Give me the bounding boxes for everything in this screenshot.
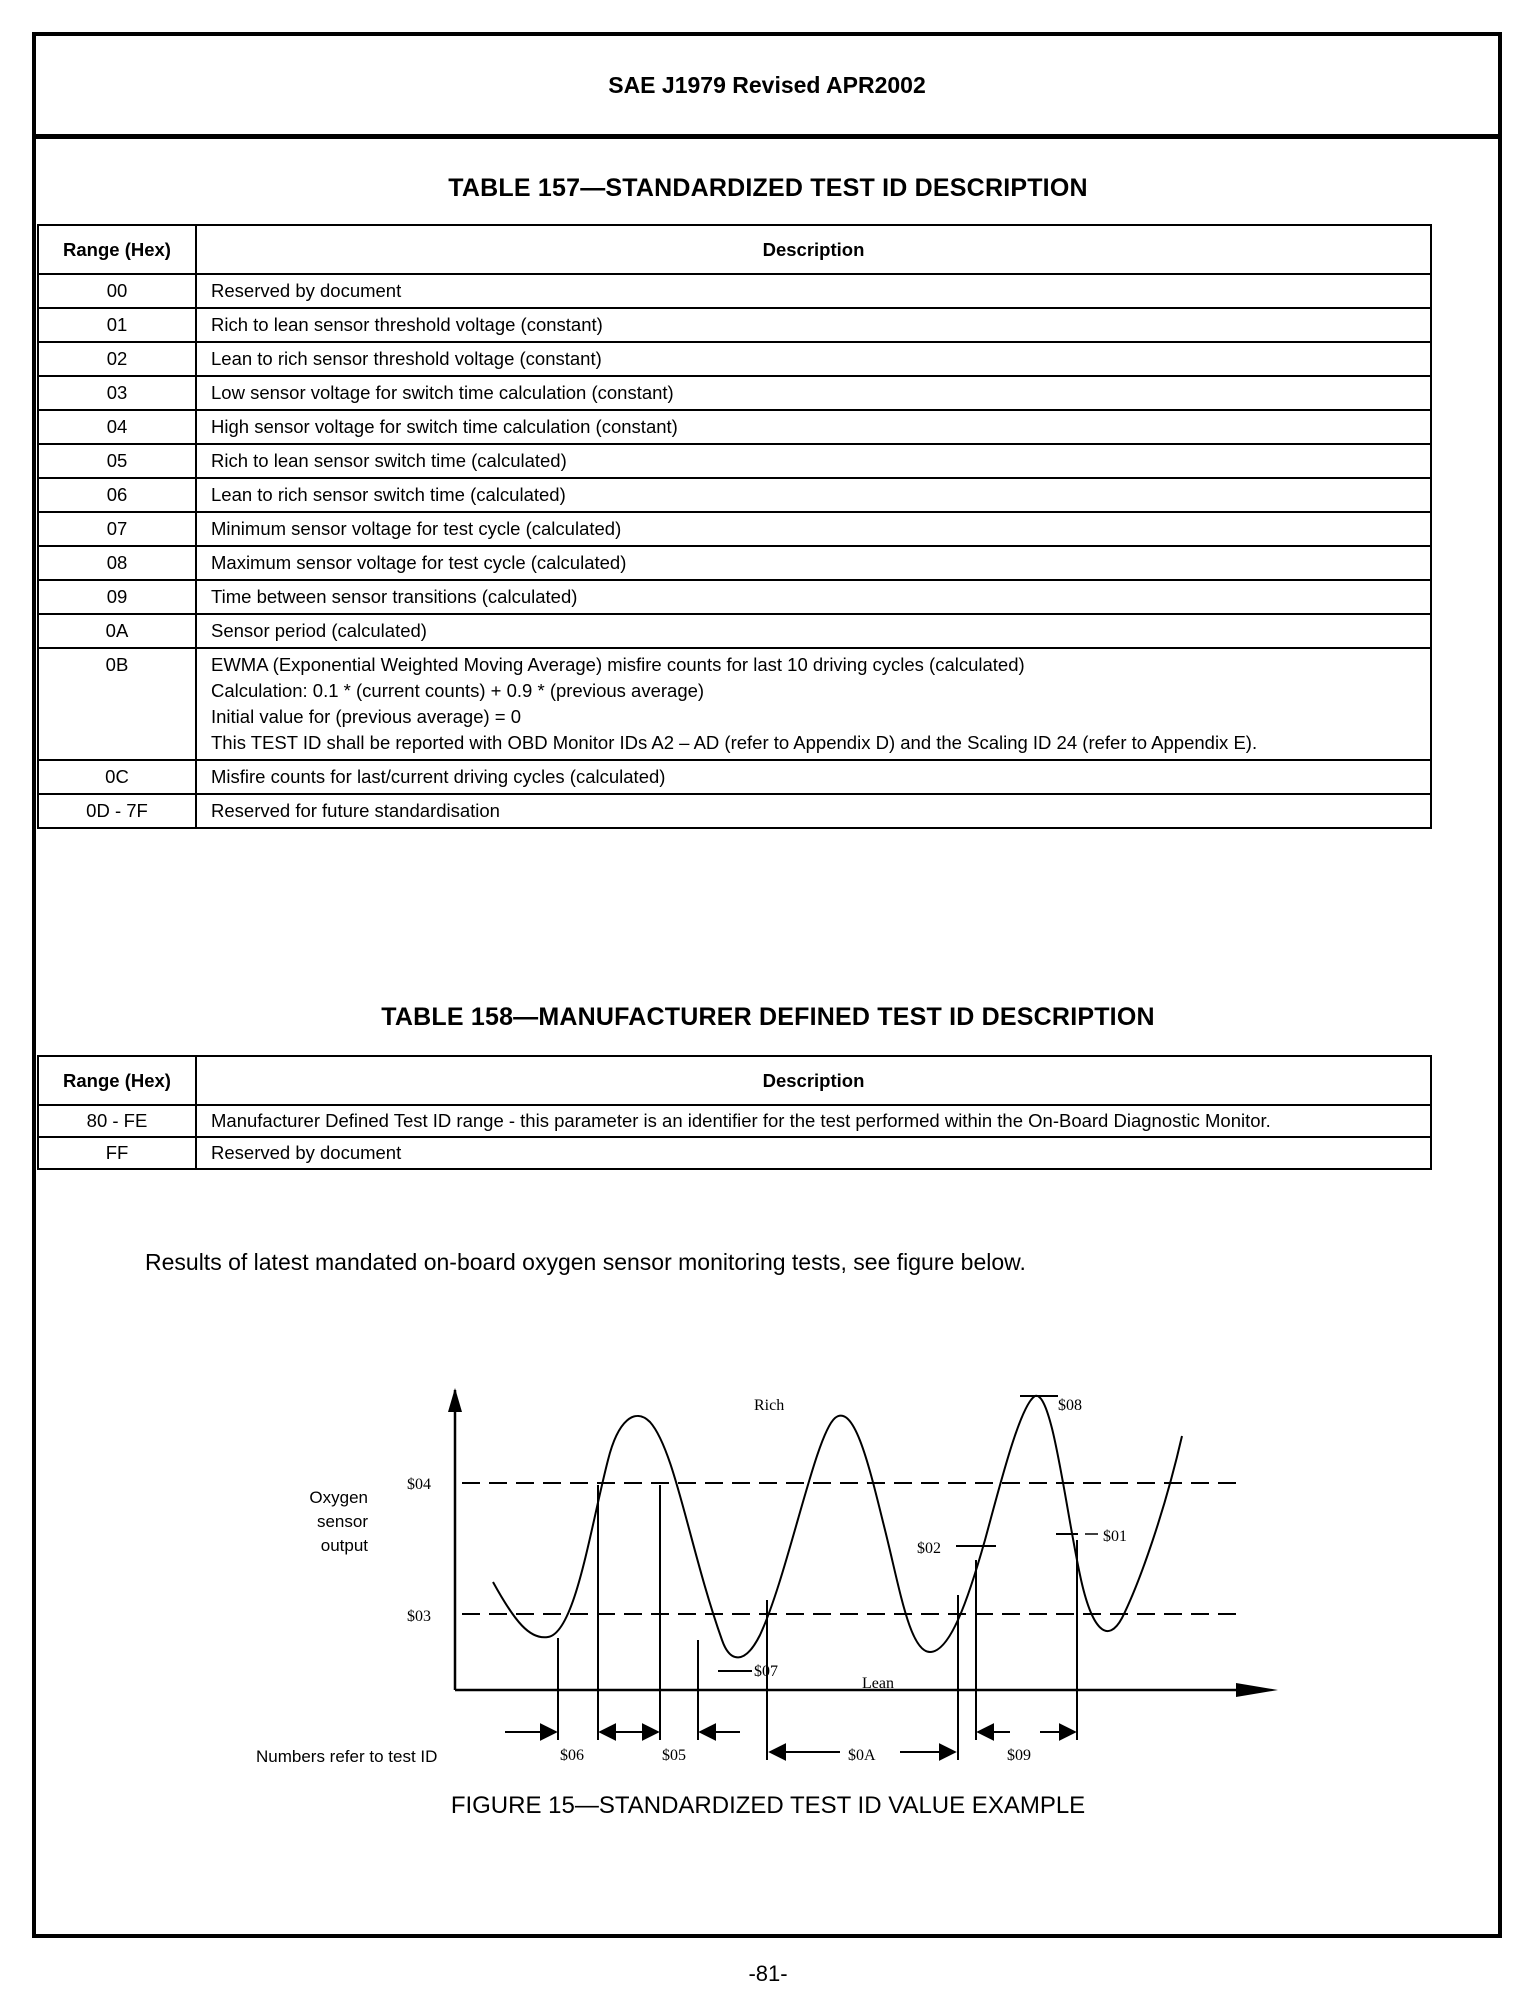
column-header-range: Range (Hex) <box>38 225 196 274</box>
range-cell: FF <box>38 1137 196 1169</box>
axes <box>448 1388 1278 1697</box>
description-cell: Lean to rich sensor threshold voltage (constant) <box>196 342 1431 376</box>
table-157 <box>37 224 1432 829</box>
range-cell: 00 <box>38 274 196 308</box>
table-row <box>38 794 1431 828</box>
range-cell: 01 <box>38 308 196 342</box>
figure-note: Numbers refer to test ID <box>256 1747 438 1766</box>
table-row <box>38 580 1431 614</box>
table-row <box>38 478 1431 512</box>
range-cell: 03 <box>38 376 196 410</box>
table-row <box>38 342 1431 376</box>
range-cell: 02 <box>38 342 196 376</box>
label-s02: $02 <box>917 1540 941 1557</box>
description-cell: Manufacturer Defined Test ID range - this parameter is an identifier for the test performed within the On-Board Diagnostic Monitor. <box>196 1105 1431 1137</box>
oxygen-sensor-figure <box>0 1350 1536 1790</box>
table-row <box>38 410 1431 444</box>
range-cell: 80 - FE <box>38 1105 196 1137</box>
y-axis-label-line2: sensor <box>316 1512 368 1531</box>
interval-arrows <box>505 1732 1075 1752</box>
description-cell: High sensor voltage for switch time calculation (constant) <box>196 410 1431 444</box>
range-cell: 04 <box>38 410 196 444</box>
column-header-description: Description <box>196 1056 1431 1105</box>
column-header-description: Description <box>196 225 1431 274</box>
page-number: -81- <box>748 1961 788 1986</box>
range-cell: 08 <box>38 546 196 580</box>
column-header-range: Range (Hex) <box>38 1056 196 1105</box>
y-axis-label-line3: output <box>320 1536 368 1555</box>
label-s09: $09 <box>1007 1747 1031 1764</box>
label-s03: $03 <box>407 1608 431 1625</box>
table-row <box>38 546 1431 580</box>
range-cell: 05 <box>38 444 196 478</box>
x-axis-arrowhead <box>1236 1683 1278 1697</box>
range-cell: 0A <box>38 614 196 648</box>
table-row <box>38 376 1431 410</box>
description-cell: Time between sensor transitions (calculated) <box>196 580 1431 614</box>
table-row <box>38 512 1431 546</box>
sensor-waveform <box>493 1396 1182 1658</box>
description-cell: Lean to rich sensor switch time (calculated) <box>196 478 1431 512</box>
label-s08: $08 <box>1058 1397 1082 1414</box>
range-cell: 09 <box>38 580 196 614</box>
description-cell: EWMA (Exponential Weighted Moving Average) misfire counts for last 10 driving cycles (calculated) Calculation: 0.1 * (current counts) + 0.9 * (previous average) Initial value for (previous average) = 0 This TEST ID shall be reported with OBD Monitor IDs A2 – AD (refer to Appendix D) and the Scaling ID 24 (refer to Appendix E). <box>196 648 1431 760</box>
label-s05: $05 <box>662 1747 686 1764</box>
table-row <box>38 274 1431 308</box>
range-cell: 0D - 7F <box>38 794 196 828</box>
description-cell: Maximum sensor voltage for test cycle (calculated) <box>196 546 1431 580</box>
table-157-title: TABLE 157—STANDARDIZED TEST ID DESCRIPTION <box>448 174 1088 202</box>
table-158-title: TABLE 158—MANUFACTURER DEFINED TEST ID DESCRIPTION <box>381 1003 1155 1031</box>
description-cell: Reserved for future standardisation <box>196 794 1431 828</box>
range-cell: 0B <box>38 648 196 760</box>
description-cell: Reserved by document <box>196 1137 1431 1169</box>
label-s07: $07 <box>754 1663 778 1680</box>
label-rich: Rich <box>754 1397 785 1414</box>
y-axis-arrowhead <box>448 1388 462 1412</box>
description-cell: Rich to lean sensor threshold voltage (constant) <box>196 308 1431 342</box>
description-cell: Rich to lean sensor switch time (calculated) <box>196 444 1431 478</box>
description-cell: Reserved by document <box>196 274 1431 308</box>
table-row <box>38 444 1431 478</box>
label-s06: $06 <box>560 1747 584 1764</box>
range-cell: 0C <box>38 760 196 794</box>
table-row <box>38 648 1431 760</box>
table-row <box>38 1137 1431 1169</box>
table-row <box>38 1105 1431 1137</box>
range-cell: 07 <box>38 512 196 546</box>
table-158 <box>37 1055 1432 1170</box>
description-cell: Minimum sensor voltage for test cycle (calculated) <box>196 512 1431 546</box>
table-row <box>38 760 1431 794</box>
body-text: Results of latest mandated on-board oxygen sensor monitoring tests, see figure below. <box>145 1249 1026 1275</box>
label-s01: $01 <box>1103 1528 1127 1545</box>
document-header: SAE J1979 Revised APR2002 <box>36 36 1498 139</box>
range-cell: 06 <box>38 478 196 512</box>
description-cell: Misfire counts for last/current driving cycles (calculated) <box>196 760 1431 794</box>
label-lean: Lean <box>862 1675 894 1692</box>
label-s0a: $0A <box>848 1747 876 1764</box>
description-cell: Low sensor voltage for switch time calculation (constant) <box>196 376 1431 410</box>
description-cell: Sensor period (calculated) <box>196 614 1431 648</box>
label-s04: $04 <box>407 1476 431 1493</box>
figure-caption: FIGURE 15—STANDARDIZED TEST ID VALUE EXAMPLE <box>450 1792 1086 1819</box>
table-row <box>38 614 1431 648</box>
time-markers <box>558 1485 1077 1760</box>
y-axis-label-line1: Oxygen <box>309 1488 368 1507</box>
table-row <box>38 308 1431 342</box>
